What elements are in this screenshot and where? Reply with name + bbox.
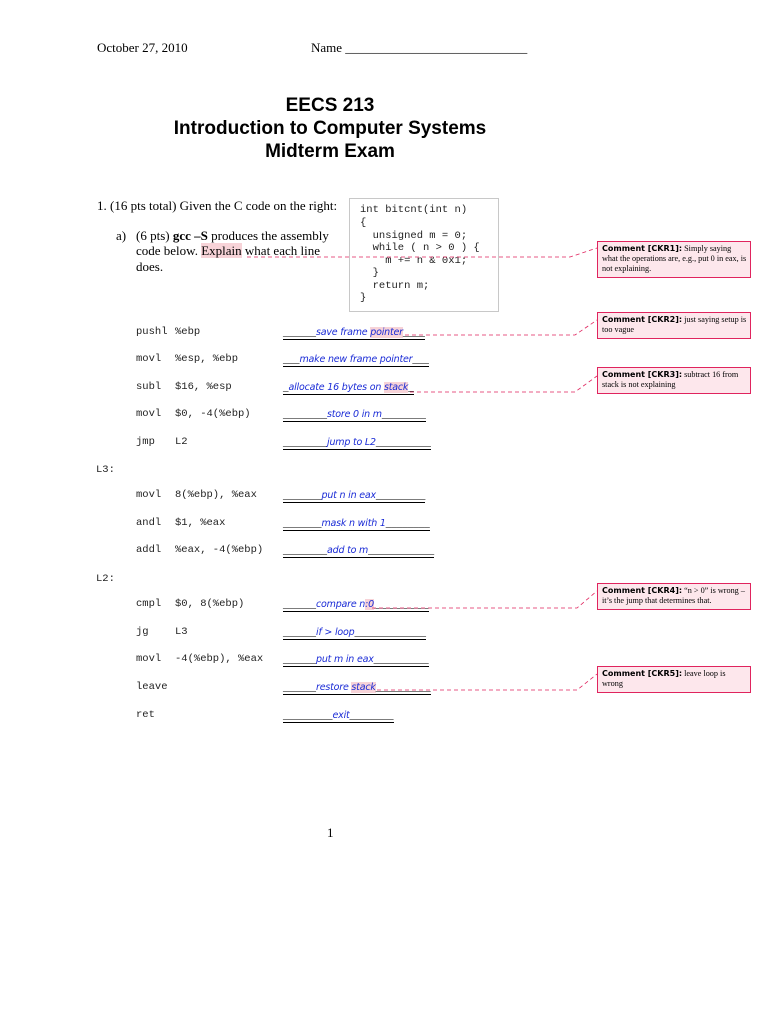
answer-blank: _________exit________ <box>283 709 394 721</box>
answer-blank: ______put m in eax__________ <box>283 653 429 665</box>
leader-line-ckr4 <box>372 591 597 608</box>
asm-op: ret <box>136 709 155 721</box>
answer-blank: ________add to m____________ <box>283 544 435 556</box>
page-number: 1 <box>327 825 334 840</box>
asm-op: leave <box>136 681 168 693</box>
exam-title: Midterm Exam <box>265 141 395 162</box>
comment-ckr3[interactable]: Comment [CKR3]: subtract 16 from stack is not explaining <box>597 367 751 394</box>
asm-op: movl <box>136 408 162 420</box>
asm-arg: -4(%ebp), %eax <box>175 653 264 665</box>
code-line: unsigned m = 0; <box>360 230 468 242</box>
asm-op: jmp <box>136 436 155 448</box>
answer-blank: _allocate 16 bytes on stack_ <box>283 381 414 393</box>
leader-line-ckr5 <box>377 674 597 690</box>
course-title: EECS 213 <box>285 95 375 116</box>
answer-blank: ________store 0 in m________ <box>283 408 426 420</box>
asm-arg: $0, -4(%ebp) <box>175 408 251 420</box>
asm-op: movl <box>136 353 162 365</box>
answer-blank: ______compare n:0__________ <box>283 598 429 610</box>
asm-arg: L3 <box>175 626 188 638</box>
code-line: return m; <box>360 280 430 292</box>
comment-ckr5[interactable]: Comment [CKR5]: leave loop is wrong <box>597 666 751 693</box>
asm-op: movl <box>136 653 162 665</box>
code-line: { <box>360 217 367 229</box>
part-a-line-1: (6 pts) gcc –S produces the assembly <box>136 228 329 243</box>
label-l2: L2: <box>96 573 115 585</box>
asm-arg: $16, %esp <box>175 381 232 393</box>
asm-op: jg <box>136 626 149 638</box>
comment-ckr2[interactable]: Comment [CKR2]: just saying setup is too vague <box>597 312 751 339</box>
exam-date: October 27, 2010 <box>97 40 188 55</box>
asm-op: addl <box>136 544 162 556</box>
asm-op: subl <box>136 381 162 393</box>
part-a-label: a) <box>116 228 127 243</box>
answer-blank: ___make new frame pointer___ <box>283 353 429 365</box>
part-a-line-2: code below. Explain what each line <box>136 243 320 258</box>
question-1-intro: 1. (16 pts total) Given the C code on the right: <box>97 198 338 213</box>
code-line: } <box>360 292 367 304</box>
course-name: Introduction to Computer Systems <box>173 118 487 139</box>
answer-blank: ______restore stack__________ <box>283 681 431 693</box>
asm-arg: $1, %eax <box>175 517 226 529</box>
answer-blank: ______save frame pointer____ <box>283 326 425 338</box>
comment-ckr1[interactable]: Comment [CKR1]: Simply saying what the operations are, e.g., put 0 in eax, is not explaining. <box>597 241 751 278</box>
asm-op: pushl <box>136 326 168 338</box>
code-line: m += n & 0x1; <box>360 255 468 267</box>
comment-ckr4[interactable]: Comment [CKR4]: “n > 0” is wrong – it’s the jump that determines that. <box>597 583 751 610</box>
asm-op: cmpl <box>136 598 162 610</box>
answer-blank: ______if > loop_____________ <box>283 626 426 638</box>
asm-arg: %eax, -4(%ebp) <box>175 544 264 556</box>
answer-blank: _______mask n with 1________ <box>283 517 430 529</box>
asm-arg: %ebp <box>175 326 201 338</box>
part-a-line-3: does. <box>136 259 164 274</box>
answer-blank: ________jump to L2__________ <box>283 436 431 448</box>
asm-op: movl <box>136 489 162 501</box>
code-line: int bitcnt(int n) <box>360 204 468 216</box>
asm-arg: 8(%ebp), %eax <box>175 489 257 501</box>
asm-op: andl <box>136 517 162 529</box>
asm-arg: %esp, %ebp <box>175 353 239 365</box>
code-line: while ( n > 0 ) { <box>360 242 480 254</box>
leader-line-ckr1 <box>247 248 597 257</box>
name-field: Name ____________________________ <box>311 40 528 55</box>
label-l3: L3: <box>96 464 115 476</box>
leader-line-ckr3 <box>410 376 597 392</box>
asm-arg: $0, 8(%ebp) <box>175 598 245 610</box>
leader-line-ckr2 <box>405 320 597 335</box>
code-line: } <box>360 267 379 279</box>
highlight-explain: Explain <box>201 243 242 258</box>
answer-blank: _______put n in eax_________ <box>283 489 426 501</box>
asm-arg: L2 <box>175 436 188 448</box>
